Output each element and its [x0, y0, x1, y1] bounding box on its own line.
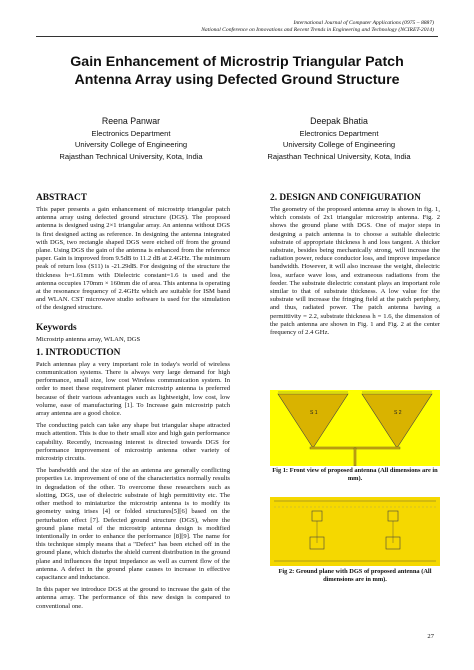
patch-1-label: S 1 [310, 410, 318, 416]
author-college: University College of Engineering [74, 140, 188, 149]
feed-line-vertical [354, 448, 356, 466]
right-column [270, 193, 440, 341]
journal-header: International Journal of Computer Applications (0975 – 8887) [293, 20, 434, 26]
conference-header: National Conference on Innovations and Recent Trends in Engineering and Technology (NCIRET-2014) [201, 27, 434, 33]
triangular-patch-2 [362, 394, 432, 448]
paper-title [36, 54, 438, 89]
title-line-1: Gain Enhancement of Microstrip Triangular Patch [70, 54, 404, 70]
triangular-patch-1 [278, 394, 348, 448]
author-block-2 [244, 116, 434, 162]
intro-heading: 1. INTRODUCTION [36, 347, 121, 358]
figure-1-caption: Fig 1: Front view of proposed antenna (All dimensions are in mm). [272, 467, 438, 482]
ground-plane-drawing [270, 497, 440, 566]
author-name: Reena Panwar [101, 116, 161, 126]
left-column [36, 193, 230, 615]
dgs-slot-left [312, 511, 322, 521]
patch-2-label: S 2 [394, 410, 402, 416]
intro-paragraph-1: Patch antennas play a very important role in today's world of wireless communication systems. There is always very large demand for high performance, small size, low cost Wireless communication system. In order to meet these requirement planer microstrip antenna is preferred because of their various advantages such as lightweight, low cost, low volume, ease of manufacturing [1]. To Increase gain microstrip patch array antenna are a good choice. [36, 360, 230, 418]
figure-2-caption: Fig 2: Ground plane with DGS of proposed antenna (All dimensions are in mm). [278, 568, 432, 583]
figure-1-antenna-front-view [270, 390, 440, 466]
antenna-array-drawing [270, 390, 440, 466]
dgs-slot-right [388, 511, 398, 521]
keywords-text: Microstrip antenna array, WLAN, DGS [36, 335, 141, 343]
author-college: University College of Engineering [282, 140, 396, 149]
intro-paragraph-4: In this paper we introduce DGS at the ground to increase the gain of the antenna array. The performance of this new design is compared to conventional one. [36, 586, 230, 610]
header-rule [36, 36, 438, 37]
author-university: Rajasthan Technical University, Kota, India [267, 151, 411, 161]
figure-2-ground-plane [270, 497, 440, 566]
abstract-text: This paper presents a gain enhancement of microstrip triangular patch antenna array using defected ground structure (DGS). The proposed antenna is designed using 2×1 triangular array. An antenna without DGS is first designed acting as reference. In designing the antenna integrated with DGS, two rectangle shaped DGS were etched off from the ground plane. Using DGS the gain of the antenna is enhanced from the reference paper. Gain is improved from 9.5dB to 11.2 dB at 2.4GHz. The minimum peak of return loss (S11) is -21.29dB. For designing of the structure the thickness h=1.61mm with Dielectric constant=1.6 is used and the antenna occupies 170mm × 160mm die of area. This antenna is operating at the resonance frequency of 2.4GHz which are suitable for ISM band and WLAN. CST microwave studio software is used for the simulation of the designed structure. [36, 206, 230, 312]
design-heading: 2. DESIGN AND CONFIGURATION [270, 193, 421, 203]
title-line-2: Antenna Array using Defected Ground Structure [74, 71, 400, 88]
abstract-heading: ABSTRACT [36, 193, 88, 203]
page-number: 27 [427, 633, 434, 640]
keywords-heading: Keywords [36, 322, 77, 333]
author-university: Rajasthan Technical University, Kota, India [59, 151, 203, 161]
author-block-1 [36, 116, 226, 162]
author-dept: Electronics Department [299, 128, 379, 138]
design-paragraph: The geometry of the proposed antenna array is shown in fig. 1, which consists of 2x1 triangular microstrip antenna. Fig. 2 shows the ground plane with DGS. One of major steps in designing a patch antenna is to choose a suitable dielectric substrate of appropriate thickness h and loss tangent. A thicker substrate, besides being mechanically strong, will increase the radiation power, reduce conductor loss, and improve impedance bandwidth. However, it will also increase the weight, dielectric loss, surface wave loss, and extraneous radiations from the feeder. The substrate dielectric constant plays an important role similar to that of substrate thickness. A low value for the substrate will increase the fringing field at the patch periphery, and thus, radiated power. The patch antenna having a permittivity = 2.2, substrate thickness h = 1.6, the dimension of the patch antenna are shown in Fig. 1 and Fig. 2 at the center frequency of 2.4 GHz. [270, 206, 440, 337]
intro-paragraph-3: The bandwidth and the size of the an antenna are generally conflicting properties i.e. improvement of one of the characteristics normally results in degradation of the other. To overcome these researchers such as slotting, DGS, use of dielectric substrate of high permittivity etc. The other method to miniaturize the microstrip antenna is to modify its geometry using irises [4] or folded structures[5][6] based on the perturbation effect [7]. Defected ground structure (DGS), where the ground plane metal of the microstrip antenna design is modified intentionally in order to enhance the performance [8][9]. The name for this technique simply means that a "Defect" has been etched off in the ground plane, which disturbs the shield current distribution in the ground plane and influences the input impedance as well as current flow of the antenna. A defect in the ground plane causes to increase in effective capacitance and inductance. [36, 467, 230, 581]
intro-paragraph-2: The conducting patch can take any shape but triangular shape attracted much attention. This is due to their small size and high gain performance capability. Recently, increasing interest is directed towards DGS for performance improvement of microstrip antenna other variety of microstrip circuits. [36, 422, 230, 463]
author-dept: Electronics Department [91, 128, 171, 138]
author-name: Deepak Bhatia [310, 116, 368, 126]
